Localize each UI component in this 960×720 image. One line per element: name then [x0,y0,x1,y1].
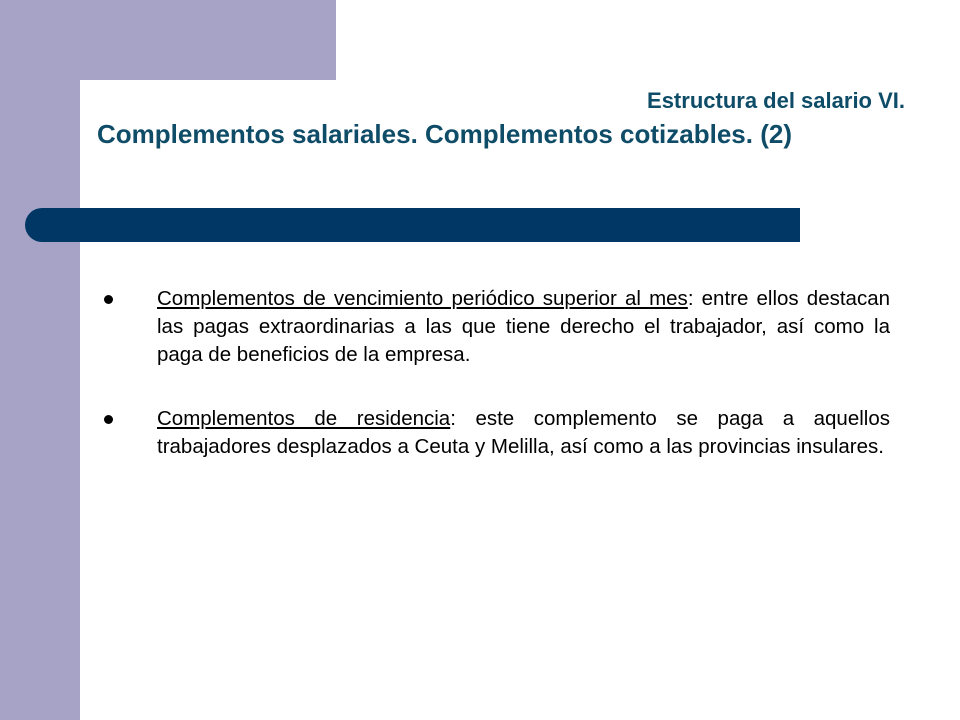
bullet-list [100,285,890,497]
left-decor-band [0,0,80,720]
title-underline-bar [25,208,800,242]
bullet-text: : este complemento se paga a aquellos trabajadores desplazados a Ceuta y Melilla, así como a las provincias insulares. [157,407,890,458]
bullet-dot-icon [104,295,113,304]
bullet-term: Complementos de vencimiento periódico superior al mes [157,287,688,310]
bullet-text: : entre ellos destacan las pagas extraordinarias a las que tiene derecho el trabajador, así como la paga de beneficios de la empresa. [157,287,891,366]
bullet-term: Complementos de residencia [157,407,451,430]
list-item [100,405,890,461]
slide-title-line1: Estructura del salario VI. [647,88,905,113]
slide-title-line2: Complementos salariales. Complementos cotizables. (2) [97,119,792,149]
bullet-dot-icon [104,415,113,424]
list-item [100,285,890,369]
top-decor-block [0,0,336,80]
